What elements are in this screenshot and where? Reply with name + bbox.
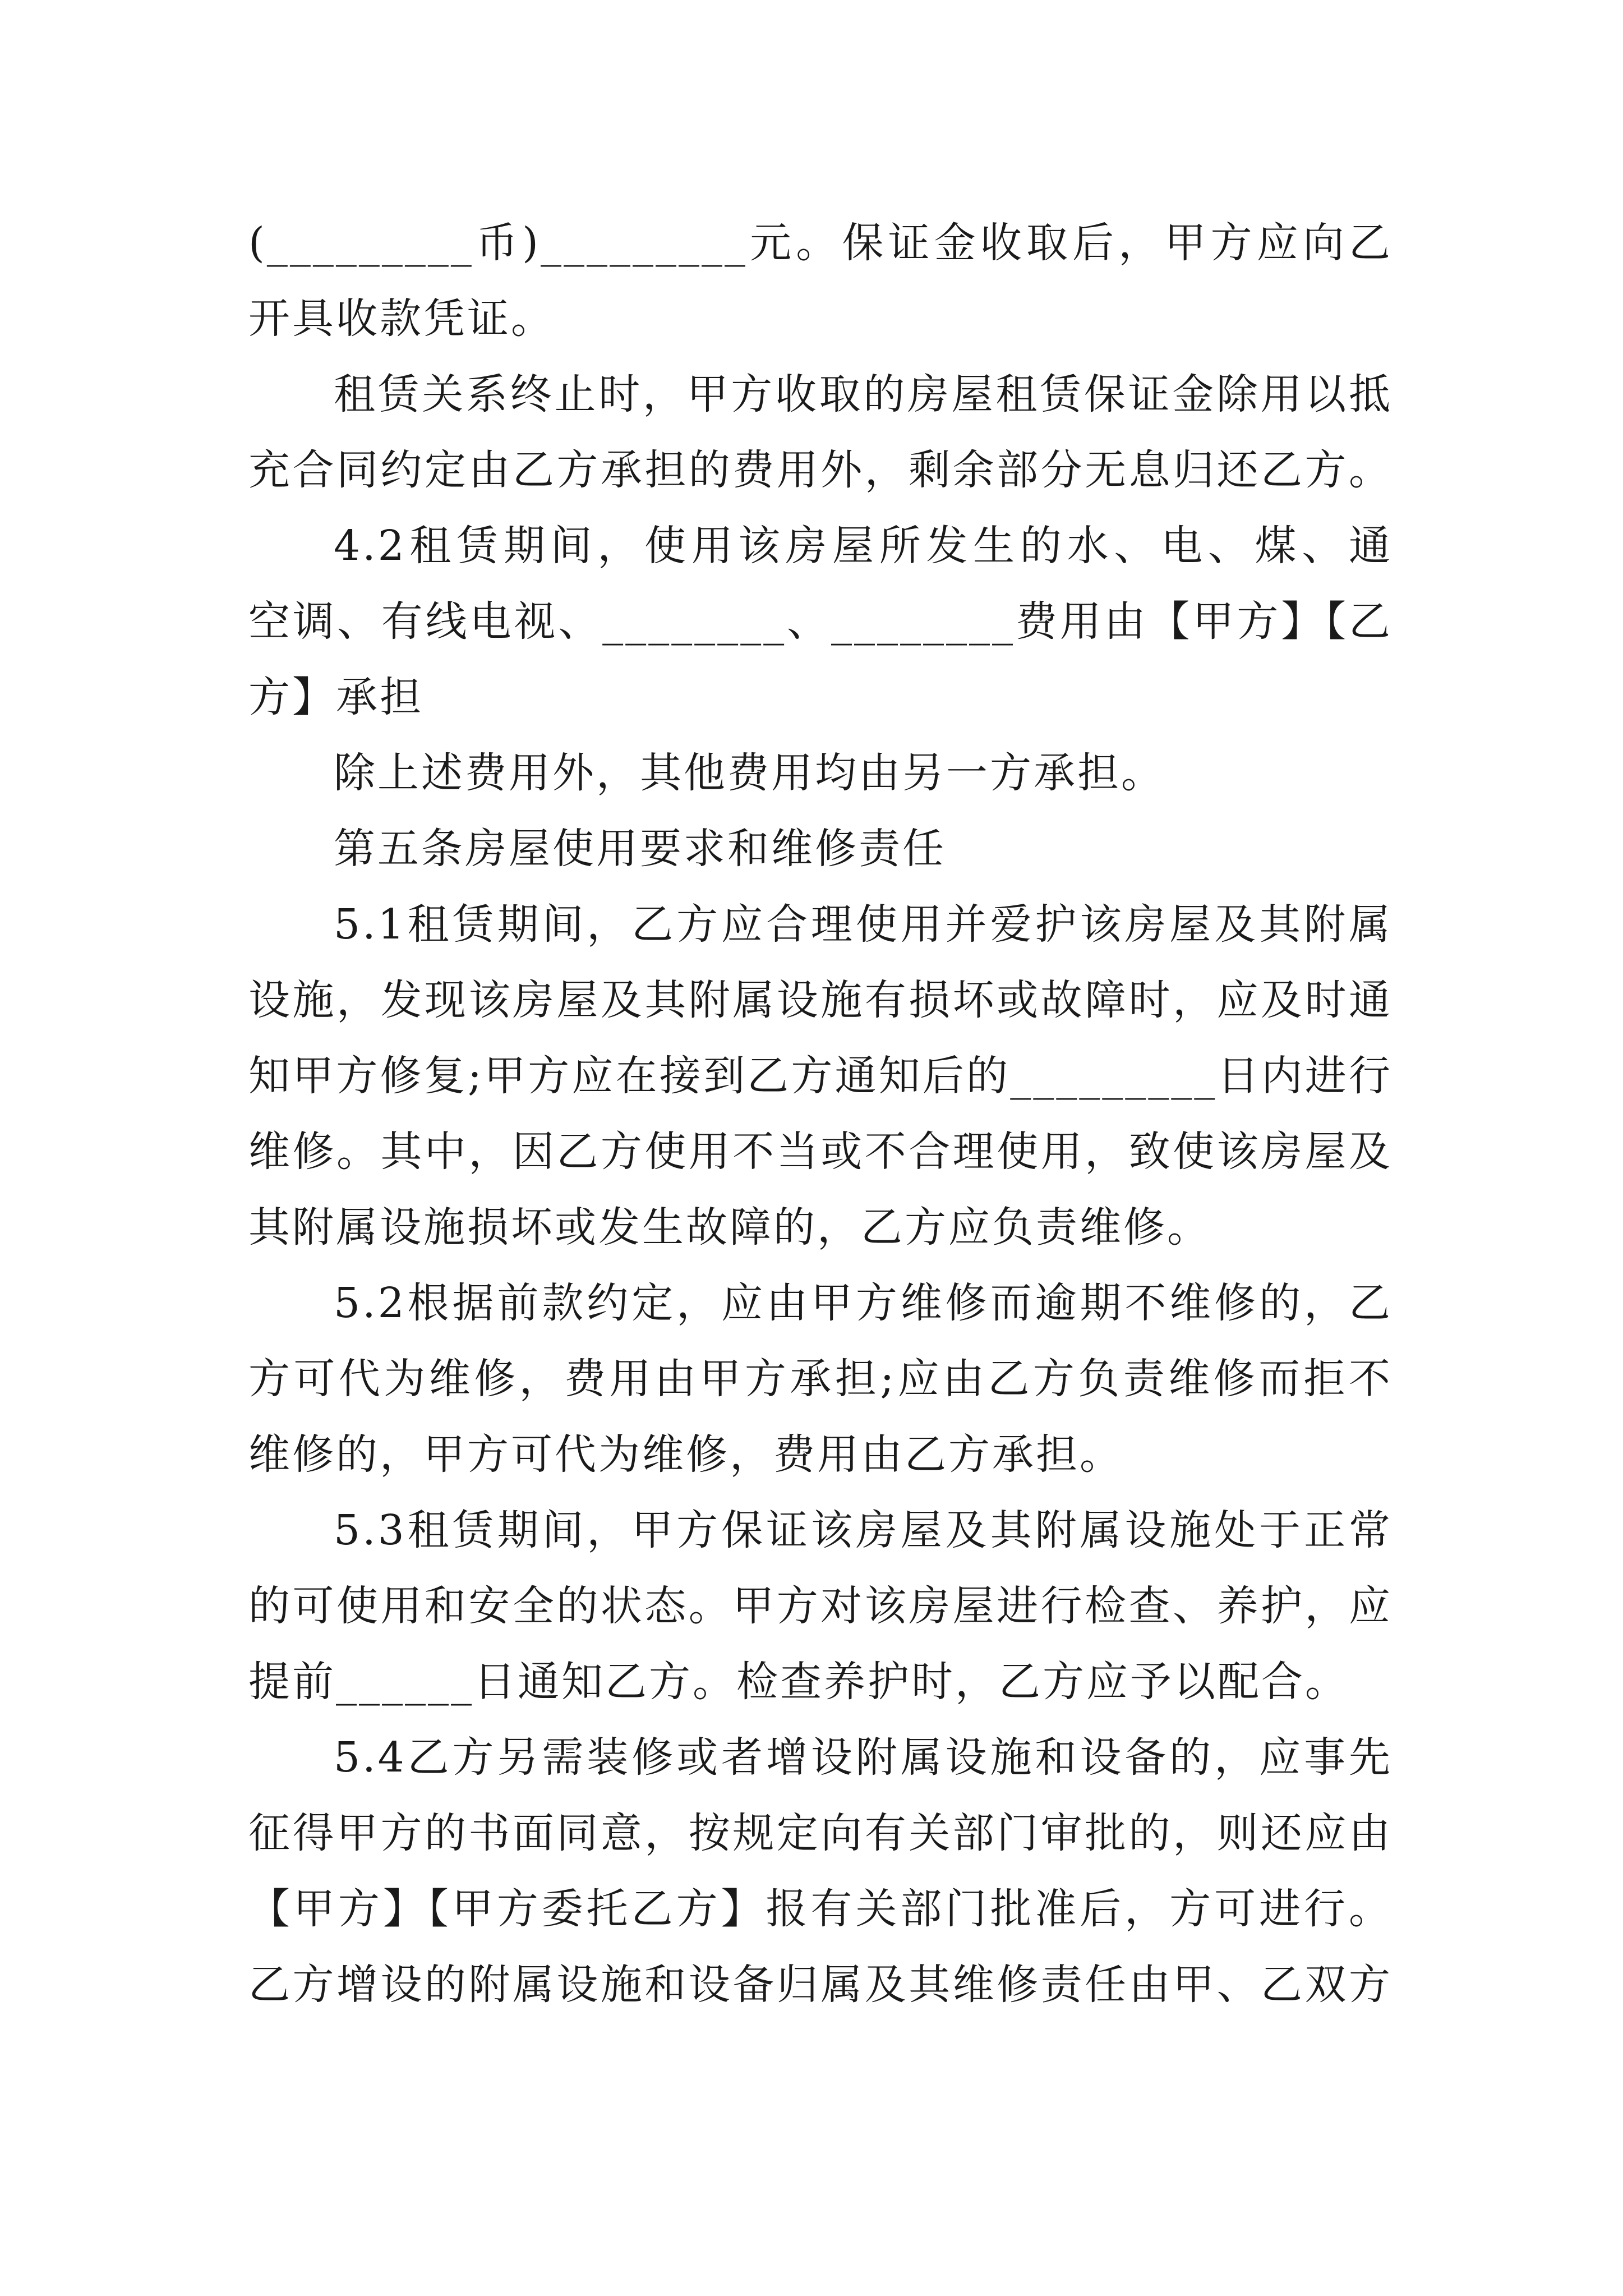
text-line: 的可使用和安全的状态。甲方对该房屋进行检查、养护，应 [248,1582,1393,1630]
text-line: 【甲方】【甲方委托乙方】报有关部门批准后，方可进行。 [248,1885,1393,1933]
section-heading: 第五条房屋使用要求和维修责任 [334,825,946,873]
text-line: 5.3租赁期间，甲方保证该房屋及其附属设施处于正常 [334,1506,1393,1554]
text-line: 除上述费用外，其他费用均由另一方承担。 [334,749,1165,797]
text-line: 设施，发现该房屋及其附属设施有损坏或故障时，应及时通 [248,976,1393,1024]
text-line: 空调、有线电视、________、________费用由【甲方】【乙 [248,597,1393,646]
text-line: 4.2租赁期间，使用该房屋所发生的水、电、煤、通 [334,522,1393,570]
text-line: 充合同约定由乙方承担的费用外，剩余部分无息归还乙方。 [248,446,1393,494]
text-line: 5.4乙方另需装修或者增设附属设施和设备的，应事先 [334,1733,1393,1782]
text-line: 方可代为维修，费用由甲方承担;应由乙方负责维修而拒不 [248,1355,1393,1403]
text-line: 维修。其中，因乙方使用不当或不合理使用，致使该房屋及 [248,1128,1393,1176]
text-line: 维修的，甲方可代为维修，费用由乙方承担。 [248,1430,1123,1479]
text-line: 提前______日通知乙方。检查养护时，乙方应予以配合。 [248,1658,1349,1706]
text-line: (_________币)_________元。保证金收取后，甲方应向乙 [248,219,1393,267]
text-line: 5.1租赁期间，乙方应合理使用并爱护该房屋及其附属 [334,900,1393,949]
text-line: 知甲方修复;甲方应在接到乙方通知后的_________日内进行 [248,1052,1393,1100]
text-line: 征得甲方的书面同意，按规定向有关部门审批的，则还应由 [248,1809,1393,1857]
text-line: 租赁关系终止时，甲方收取的房屋租赁保证金除用以抵 [334,370,1393,418]
text-line: 5.2根据前款约定，应由甲方维修而逾期不维修的，乙 [334,1279,1393,1327]
text-line: 其附属设施损坏或发生故障的，乙方应负责维修。 [248,1203,1211,1251]
text-line: 方】承担 [248,673,423,721]
text-line: 开具收款凭证。 [248,295,555,343]
text-line: 乙方增设的附属设施和设备归属及其维修责任由甲、乙双方 [248,1961,1393,2009]
